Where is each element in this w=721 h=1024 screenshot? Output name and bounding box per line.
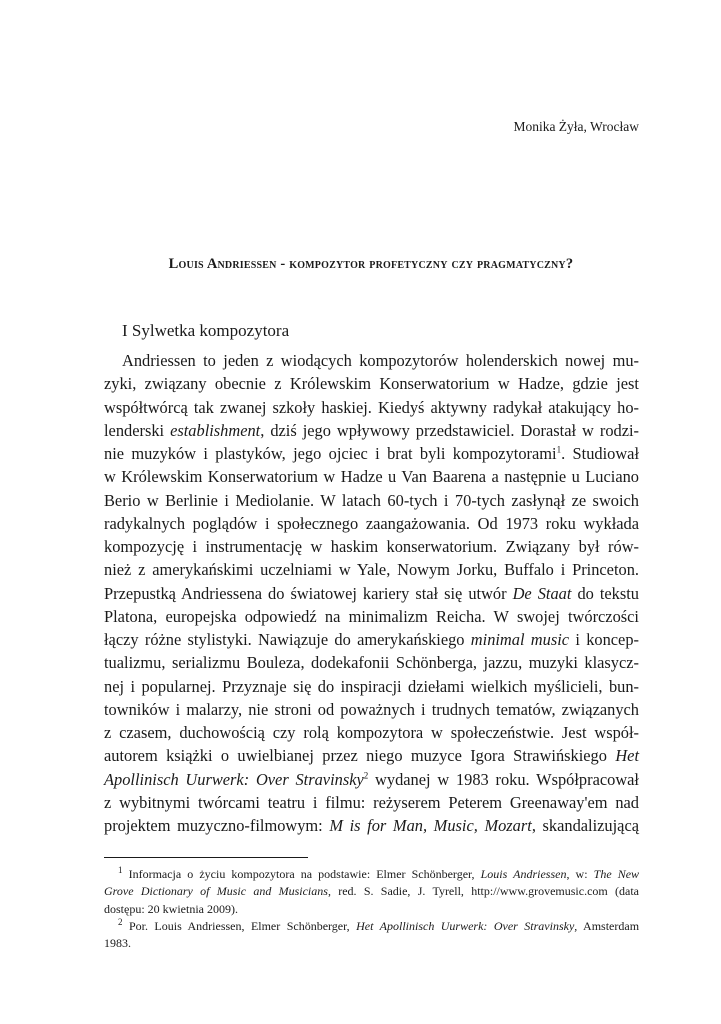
footnote-divider [104, 857, 308, 858]
footnote-2-end: 1983. [104, 936, 131, 951]
italic-term: De Staat [512, 583, 572, 603]
footnote-ref-2[interactable]: 2 [363, 770, 369, 781]
italic-term: M is for Man, Music, Mozart [329, 816, 532, 835]
text-line: autorem książki o uwielbianej przez niego muzyce Igora Strawińskiego Het [104, 746, 639, 766]
text-line: Berio w Berlinie i Mediolanie. W latach 60-tych i 70-tych zasłynął ze swoich [104, 490, 639, 510]
text-line: z czasem, duchowością czy rolą kompozytora w społeczeństwie. Jest współ- [104, 723, 639, 742]
footnote-ref-1[interactable]: 1 [556, 444, 562, 455]
text-line: towników i malarzy, nie stroni od poważnych i trudnych tematów, związanych [104, 699, 639, 719]
italic-term: minimal music [470, 630, 570, 649]
text-line: Platona, europejska odpowiedź na minimalizm Reicha. W swojej twórczości [104, 606, 639, 626]
footnote-2: $^2$ Por. Louis Andriessen, Elmer Schönberger, Het Apollinisch Uurwerk: Over Stravinsky, Amsterdam [118, 916, 640, 933]
text-line: Przepustką Andriessena do światowej kariery stał się utwór De Staat do tekstu [104, 583, 639, 603]
footnote-number: 1 [118, 865, 123, 875]
author-line: Monika Żyła, Wrocław [513, 119, 639, 134]
body-text [104, 349, 639, 837]
text-line: w Królewskim Konserwatorium w Hadze u Van Baarena a następnie u Luciano [104, 467, 639, 487]
footnote-number: 2 [118, 916, 123, 927]
italic-term: Apollinisch Uurwerk: Over Stravinsky [104, 769, 364, 789]
italic-term: establishment [170, 420, 261, 440]
footnote-1-end: dostępu: 20 kwietnia 2009). [104, 901, 238, 916]
text-line: łączy różne stylistyki. Nawiązuje do amerykańskiego minimal music i koncep- [104, 630, 639, 649]
text-line: tualizmu, serializmu Bouleza, dodekafonii Schönberga, jazzu, muzyki klasycz- [104, 653, 639, 673]
text-line: nie muzyków i plastyków, jego ojciec i brat byli kompozytorami$^1$. Studiował [104, 444, 639, 463]
text-line: nież z amerykańskimi uczelniami w Yale, Nowym Jorku, Buffalo i Princeton. [104, 560, 639, 580]
article-title: Louis Andriessen - kompozytor profetyczny czy pragmatyczny? [168, 256, 574, 272]
text-line: zyki, związany obecnie z Królewskim Konserwatorium w Hadze, gdzie jest [104, 374, 639, 394]
text-line: współtwórcą tak zwanej szkoły haskiej. Kiedyś aktywny radykał atakujący ho- [104, 397, 639, 417]
italic-term: Het [615, 746, 639, 766]
footnote-1-cont: Grove Dictionary of Music and Musicians, red. S. Sadie, J. Tyrell, http://www.grovemusic.com (data [104, 884, 640, 899]
text-line: kompozycję i instrumentację w haskim konserwatorium. Związany był rów- [104, 537, 639, 556]
text-line: z wybitnymi twórcami teatru i filmu: reżyserem Peterem Greenaway'em nad [104, 792, 639, 812]
text-line: projektem muzyczno-filmowym: M is for Man, Music, Mozart, skandalizującą [104, 816, 639, 835]
section-heading: I Sylwetka kompozytora [122, 321, 290, 340]
text-line: Andriessen to jeden z wiodących kompozytorów holenderskich nowej mu- [122, 351, 639, 370]
text-line: lenderski establishment, dziś jego wpływowy przedstawiciel. Dorastał w rodzi- [104, 420, 639, 440]
text-line: radykalnych poglądów i społecznego zaangażowania. Od 1973 roku wykłada [104, 513, 639, 533]
text-line: Apollinisch Uurwerk: Over Stravinsky$^2$ wydanej w 1983 roku. Współpracował [104, 769, 639, 789]
text-line: nej i popularnej. Przyznaje się do inspiracji dziełami wielkich myślicieli, bun- [104, 676, 639, 696]
footnotes [104, 866, 639, 952]
footnote-1: $^1$ Informacja o życiu kompozytora na podstawie: Elmer Schönberger, Louis Andriessen, w: The New [118, 865, 640, 881]
